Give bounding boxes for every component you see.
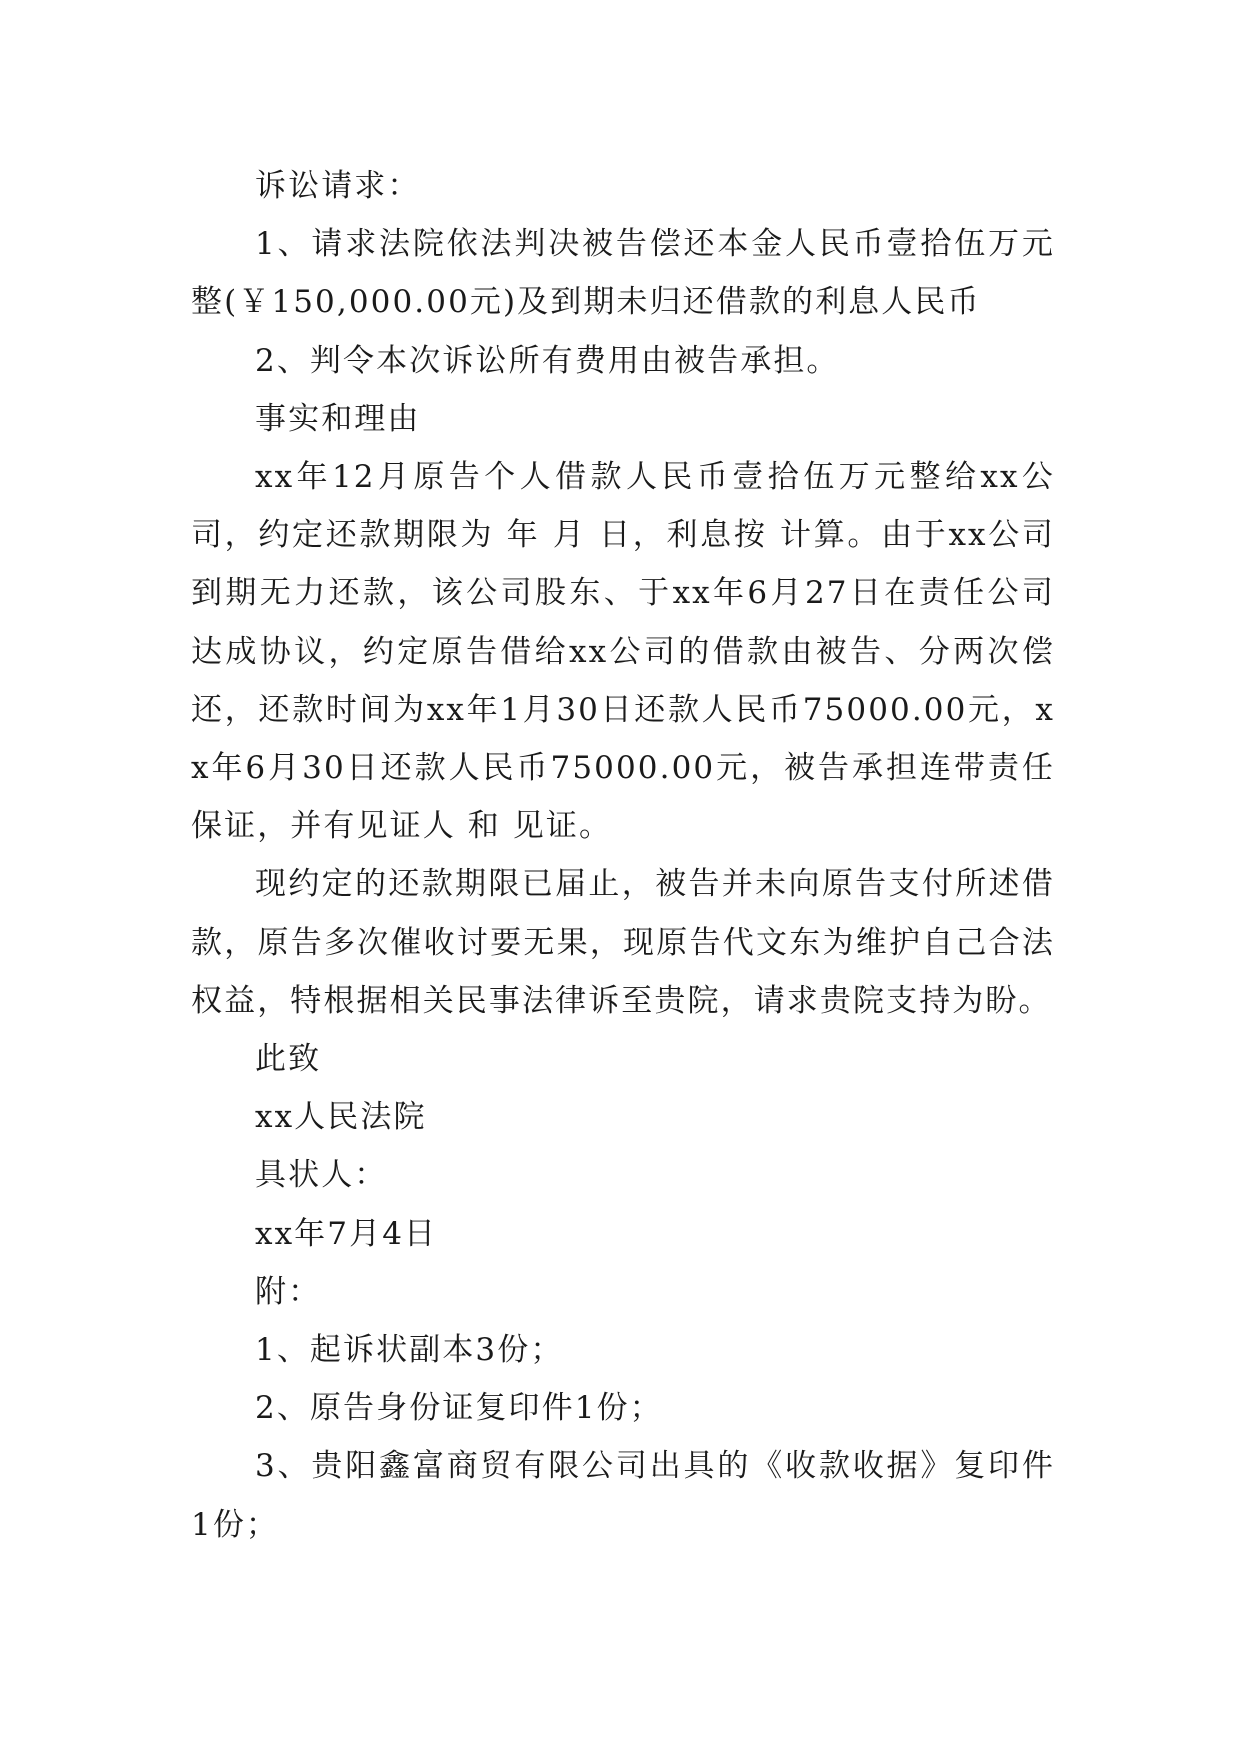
attachment-item-3: 3、贵阳鑫富商贸有限公司出具的《收款收据》复印件1份；	[191, 1448, 1055, 1543]
salutation: 此致	[255, 1041, 322, 1078]
court-name: xx人民法院	[255, 1099, 427, 1136]
claim-item-2: 2、判令本次诉讼所有费用由被告承担。	[255, 342, 840, 379]
attachments-heading: 附：	[255, 1273, 322, 1310]
request-paragraph: 现约定的还款期限已届止，被告并未向原告支付所述借款，原告多次催收讨要无果，现原告代文东为维护自己合法权益，特根据相关民事法律诉至贵院，请求贵院支持为盼。	[191, 866, 1055, 1019]
heading-facts-reasons: 事实和理由	[255, 400, 421, 437]
plaintiff-signature-label: 具状人：	[255, 1157, 388, 1194]
document-date: xx年7月4日	[255, 1215, 438, 1252]
heading-claims: 诉讼请求：	[255, 168, 421, 204]
attachment-item-1: 1、起诉状副本3份；	[255, 1332, 564, 1369]
claim-item-1: 1、请求法院依法判决被告偿还本金人民币壹拾伍万元整(￥150,000.00元)及到期未归还借款的利息人民币	[191, 226, 1055, 321]
attachment-item-2: 2、原告身份证复印件1份；	[255, 1390, 663, 1427]
facts-paragraph: xx年12月原告个人借款人民币壹拾伍万元整给xx公司，约定还款期限为 年 月 日，利息按 计算。由于xx公司到期无力还款，该公司股东、于xx年6月27日在责任公司达成协议，约定原告借给xx公司的借款由被告、分两次偿还，还款时间为xx年1月30日还款人民币75000.00元，xx年6月30日还款人民币75000.00元，被告承担连带责任保证，并有见证人 和 见证。	[191, 459, 1055, 845]
document-body	[191, 157, 1055, 1554]
